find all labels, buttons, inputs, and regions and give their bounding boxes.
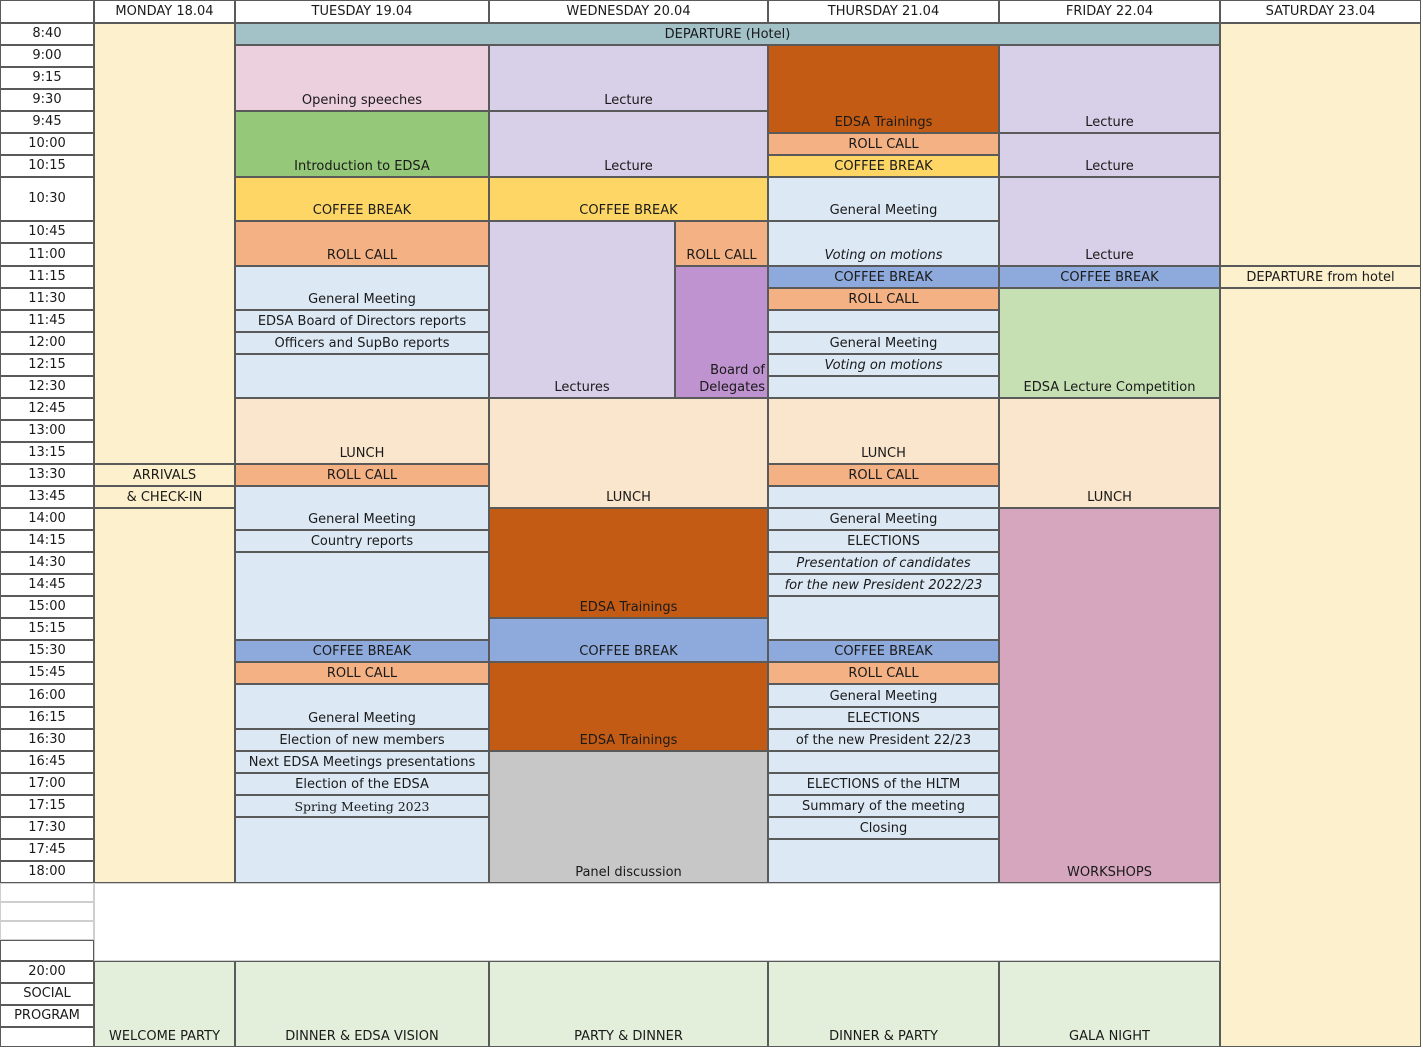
wed-roll-call: ROLL CALL bbox=[675, 221, 768, 266]
evening-time: 20:00 bbox=[0, 961, 94, 983]
thu-lunch: LUNCH bbox=[768, 398, 999, 464]
time-slot: 17:30 bbox=[0, 817, 94, 839]
social-label: SOCIAL bbox=[0, 983, 94, 1005]
monday-free-afternoon bbox=[94, 508, 235, 883]
time-slot: 8:40 bbox=[0, 23, 94, 45]
time-slot: 12:30 bbox=[0, 376, 94, 398]
thu-general-meeting-3: General Meeting bbox=[768, 508, 999, 530]
time-slot: 13:45 bbox=[0, 486, 94, 508]
tue-election-edsa: Election of the EDSA bbox=[235, 773, 489, 795]
tue-next-meetings: Next EDSA Meetings presentations bbox=[235, 751, 489, 773]
header-corner bbox=[0, 0, 94, 23]
time-slot: 15:15 bbox=[0, 618, 94, 640]
day-header-tue: TUESDAY 19.04 bbox=[235, 0, 489, 23]
saturday-free-rest bbox=[1220, 288, 1421, 1047]
time-slot: 13:00 bbox=[0, 420, 94, 442]
time-slot: 10:15 bbox=[0, 155, 94, 177]
tue-coffee-break-2: COFFEE BREAK bbox=[235, 640, 489, 662]
thu-gm4b-empty bbox=[768, 839, 999, 883]
wed-lecture-1: Lecture bbox=[489, 45, 768, 111]
evening-gap bbox=[94, 883, 1220, 961]
tue-board-reports: EDSA Board of Directors reports bbox=[235, 310, 489, 332]
thu-presentation-candidates: Presentation of candidates bbox=[768, 552, 999, 574]
wed-board-of-delegates-line-1: Board of bbox=[710, 363, 765, 378]
tue-introduction: Introduction to EDSA bbox=[235, 111, 489, 177]
wed-lunch: LUNCH bbox=[489, 398, 768, 508]
time-slot: 16:00 bbox=[0, 684, 94, 707]
time-slot: 12:45 bbox=[0, 398, 94, 420]
time-slot: 9:45 bbox=[0, 111, 94, 133]
time-slot: 11:45 bbox=[0, 310, 94, 332]
evening-tue: DINNER & EDSA VISION bbox=[235, 961, 489, 1047]
tue-general-meeting-2: General Meeting bbox=[235, 486, 489, 530]
thu-general-meeting: General Meeting bbox=[768, 177, 999, 221]
tue-gm-empty bbox=[235, 354, 489, 398]
tue-gm2-empty bbox=[235, 552, 489, 640]
check-in: & CHECK-IN bbox=[94, 486, 235, 508]
thu-elections-2: ELECTIONS bbox=[768, 707, 999, 729]
time-slot: 11:15 bbox=[0, 266, 94, 288]
thu-elections: ELECTIONS bbox=[768, 530, 999, 552]
thu-for-president: for the new President 2022/23 bbox=[768, 574, 999, 596]
time-slot: 10:45 bbox=[0, 221, 94, 243]
thu-roll-call-4: ROLL CALL bbox=[768, 662, 999, 684]
tue-spring-meeting: Spring Meeting 2023 bbox=[235, 795, 489, 817]
day-header-fri: FRIDAY 22.04 bbox=[999, 0, 1220, 23]
time-slot: 15:00 bbox=[0, 596, 94, 618]
tue-roll-call-2: ROLL CALL bbox=[235, 464, 489, 486]
tue-lunch: LUNCH bbox=[235, 398, 489, 464]
wed-coffee-break: COFFEE BREAK bbox=[489, 177, 768, 221]
time-slot: 17:00 bbox=[0, 773, 94, 795]
tue-roll-call-3: ROLL CALL bbox=[235, 662, 489, 684]
time-slot: 17:45 bbox=[0, 839, 94, 861]
thu-edsa-trainings: EDSA Trainings bbox=[768, 45, 999, 133]
thu-gm3-empty bbox=[768, 486, 999, 508]
time-slot: 14:15 bbox=[0, 530, 94, 552]
tue-gm3-empty bbox=[235, 817, 489, 883]
evening-fri: GALA NIGHT bbox=[999, 961, 1220, 1047]
evening-thu: DINNER & PARTY bbox=[768, 961, 999, 1047]
fri-lecture-competition: EDSA Lecture Competition bbox=[999, 288, 1220, 398]
wed-edsa-trainings-2: EDSA Trainings bbox=[489, 662, 768, 751]
program-label: PROGRAM bbox=[0, 1005, 94, 1027]
gap-row bbox=[0, 940, 94, 961]
day-header-thu: THURSDAY 21.04 bbox=[768, 0, 999, 23]
monday-free bbox=[94, 23, 235, 464]
fri-lecture-3: Lecture bbox=[999, 177, 1220, 266]
time-slot: 12:00 bbox=[0, 332, 94, 354]
wed-lecture-2: Lecture bbox=[489, 111, 768, 177]
day-header-mon: MONDAY 18.04 bbox=[94, 0, 235, 23]
time-slot: 18:00 bbox=[0, 861, 94, 883]
fri-workshops: WORKSHOPS bbox=[999, 508, 1220, 883]
thu-elections-hltm: ELECTIONS of the HLTM bbox=[768, 773, 999, 795]
thu-coffee-break-2: COFFEE BREAK bbox=[768, 266, 999, 288]
thu-roll-call: ROLL CALL bbox=[768, 133, 999, 155]
thu-gm3b-empty bbox=[768, 596, 999, 640]
thu-gm4-empty bbox=[768, 751, 999, 773]
thu-voting-motions: Voting on motions bbox=[768, 221, 999, 266]
fri-lunch: LUNCH bbox=[999, 398, 1220, 508]
time-slot: 16:30 bbox=[0, 729, 94, 751]
time-slot: 13:15 bbox=[0, 442, 94, 464]
departure-hotel: DEPARTURE (Hotel) bbox=[235, 23, 1220, 45]
thu-closing: Closing bbox=[768, 817, 999, 839]
thu-roll-call-3: ROLL CALL bbox=[768, 464, 999, 486]
tue-officers-reports: Officers and SupBo reports bbox=[235, 332, 489, 354]
fri-coffee-break: COFFEE BREAK bbox=[999, 266, 1220, 288]
wed-coffee-break-2: COFFEE BREAK bbox=[489, 618, 768, 662]
time-slot: 17:15 bbox=[0, 795, 94, 817]
time-slot: 13:30 bbox=[0, 464, 94, 486]
sat-departure: DEPARTURE from hotel bbox=[1220, 266, 1421, 288]
tue-roll-call: ROLL CALL bbox=[235, 221, 489, 266]
tue-general-meeting: General Meeting bbox=[235, 266, 489, 310]
time-slot: 11:00 bbox=[0, 243, 94, 266]
tue-general-meeting-3: General Meeting bbox=[235, 684, 489, 729]
gap-row bbox=[0, 902, 94, 921]
time-slot: 10:00 bbox=[0, 133, 94, 155]
time-slot: 14:30 bbox=[0, 552, 94, 574]
time-slot: 9:00 bbox=[0, 45, 94, 67]
time-slot: 10:30 bbox=[0, 177, 94, 221]
tue-coffee-break: COFFEE BREAK bbox=[235, 177, 489, 221]
fri-lecture-2: Lecture bbox=[999, 133, 1220, 177]
time-slot: 9:15 bbox=[0, 67, 94, 89]
thu-general-meeting-4: General Meeting bbox=[768, 684, 999, 707]
wed-edsa-trainings: EDSA Trainings bbox=[489, 508, 768, 618]
thu-general-meeting-2: General Meeting bbox=[768, 332, 999, 354]
social-spacer bbox=[0, 1027, 94, 1047]
time-slot: 11:30 bbox=[0, 288, 94, 310]
wed-board-of-delegates bbox=[675, 266, 768, 398]
wed-lectures: Lectures bbox=[489, 221, 675, 398]
thu-roll-call-2: ROLL CALL bbox=[768, 288, 999, 310]
wed-panel-discussion: Panel discussion bbox=[489, 751, 768, 883]
time-slot: 12:15 bbox=[0, 354, 94, 376]
time-slot: 16:45 bbox=[0, 751, 94, 773]
thu-summary: Summary of the meeting bbox=[768, 795, 999, 817]
thu-coffee-break: COFFEE BREAK bbox=[768, 155, 999, 177]
day-header-wed: WEDNESDAY 20.04 bbox=[489, 0, 768, 23]
tue-country-reports: Country reports bbox=[235, 530, 489, 552]
thu-coffee-break-3: COFFEE BREAK bbox=[768, 640, 999, 662]
evening-wed: PARTY & DINNER bbox=[489, 961, 768, 1047]
tue-opening-speeches: Opening speeches bbox=[235, 45, 489, 111]
time-slot: 16:15 bbox=[0, 707, 94, 729]
time-slot: 14:45 bbox=[0, 574, 94, 596]
thu-gm-empty bbox=[768, 310, 999, 332]
saturday-free bbox=[1220, 23, 1421, 266]
thu-new-president: of the new President 22/23 bbox=[768, 729, 999, 751]
thu-voting-motions-2: Voting on motions bbox=[768, 354, 999, 376]
time-slot: 15:45 bbox=[0, 662, 94, 684]
evening-mon: WELCOME PARTY bbox=[94, 961, 235, 1047]
time-slot: 14:00 bbox=[0, 508, 94, 530]
day-header-sat: SATURDAY 23.04 bbox=[1220, 0, 1421, 23]
tue-election-members: Election of new members bbox=[235, 729, 489, 751]
fri-lecture-1: Lecture bbox=[999, 45, 1220, 133]
wed-board-of-delegates-line-2: Delegates bbox=[699, 380, 765, 395]
gap-row bbox=[0, 883, 94, 902]
time-slot: 9:30 bbox=[0, 89, 94, 111]
time-slot: 15:30 bbox=[0, 640, 94, 662]
thu-gm2-empty bbox=[768, 376, 999, 398]
gap-row bbox=[0, 921, 94, 940]
arrivals: ARRIVALS bbox=[94, 464, 235, 486]
